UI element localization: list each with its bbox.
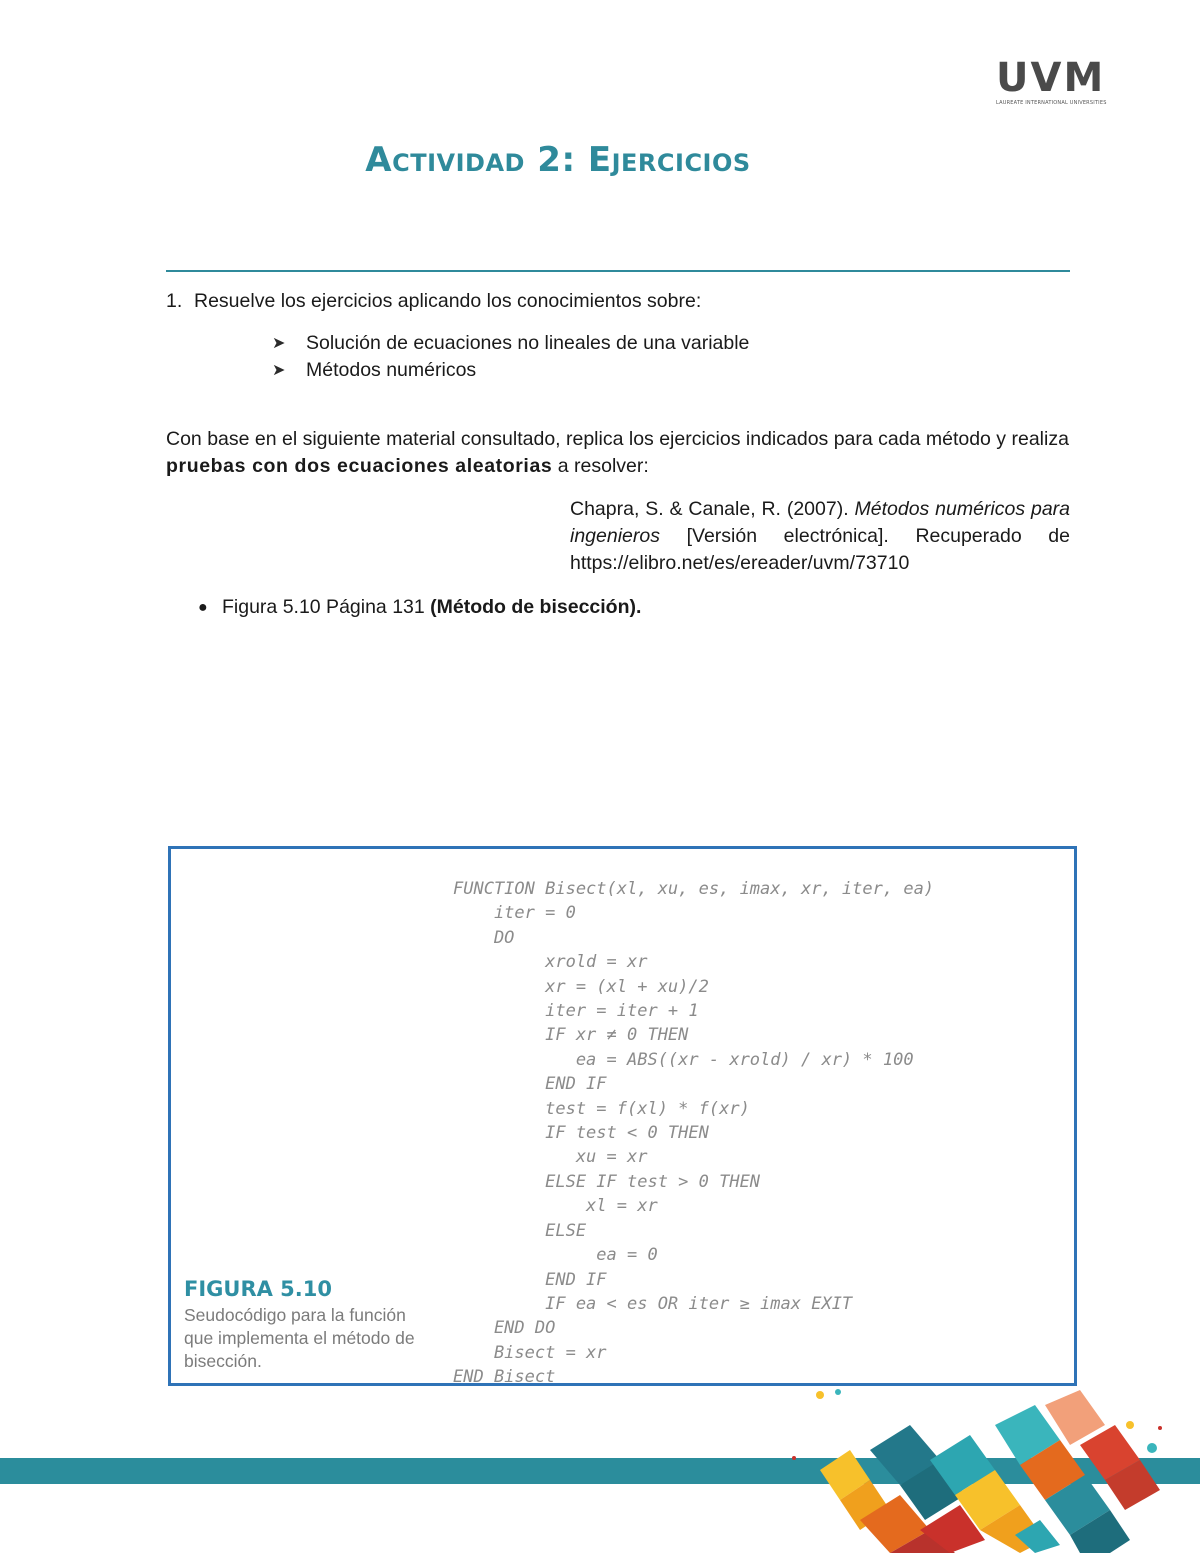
figure-5-10-box <box>168 846 1077 1386</box>
figure-caption: Seudocódigo para la función que implementa el método de bisección. <box>184 1305 415 1371</box>
code-line: ea = 0 <box>453 1245 658 1266</box>
decorative-cubes <box>780 1370 1200 1553</box>
code-line: DO <box>453 927 515 948</box>
arrow-bullet-icon: ➤ <box>272 362 286 379</box>
instructions-tail: a resolver: <box>552 455 649 477</box>
figure-item-method: (Método de bisección). <box>430 596 642 618</box>
code-line: FUNCTION Bisect(xl, xu, es, imax, xr, iter, ea) <box>453 879 935 899</box>
code-line: IF ea < es OR iter ≥ imax EXIT <box>453 1293 853 1314</box>
topic-list <box>272 330 749 384</box>
figure-label-block <box>184 1277 424 1373</box>
arrow-bullet-icon: ➤ <box>272 335 286 352</box>
reference-details: [Versión electrónica]. Recuperado de https://elibro.net/es/ereader/uvm/73710 <box>570 525 1070 574</box>
code-line: END Bisect <box>453 1367 556 1386</box>
instructions-paragraph <box>166 426 1076 480</box>
question-number: 1. <box>166 290 183 312</box>
logo-wordmark: UVM <box>996 55 1106 101</box>
instructions-emphasis: pruebas con dos ecuaciones aleatorias <box>166 455 553 477</box>
code-line: xr = (xl + xu)/2 <box>453 976 709 997</box>
code-line: END IF <box>453 1269 607 1290</box>
question-text: Resuelve los ejercicios aplicando los conocimientos sobre: <box>194 290 702 312</box>
uvm-logo <box>996 55 1122 106</box>
page-title: Actividad 2: Ejercicios <box>365 140 751 180</box>
instructions-text: Con base en el siguiente material consultado, replica los ejercicios indicados para cada método y realiza <box>166 428 1069 450</box>
reference-authors: Chapra, S. & Canale, R. (2007). <box>570 498 855 520</box>
bullet-icon: ● <box>198 599 208 616</box>
figure-list-item <box>198 594 641 621</box>
logo-tagline: LAUREATE INTERNATIONAL UNIVERSITIES <box>996 100 1107 106</box>
list-item <box>272 357 749 384</box>
code-line: ELSE <box>453 1220 587 1241</box>
figure-label: FIGURA 5.10 <box>184 1277 332 1301</box>
code-line: END DO <box>453 1318 556 1339</box>
code-line: IF test < 0 THEN <box>453 1123 709 1144</box>
code-line: ea = ABS((xr - xrold) / xr) * 100 <box>453 1049 914 1070</box>
code-line: test = f(xl) * f(xr) <box>453 1098 750 1119</box>
code-line: iter = 0 <box>453 903 576 924</box>
code-line: END IF <box>453 1074 607 1095</box>
code-line: Bisect = xr <box>453 1342 607 1363</box>
topic-label: Métodos numéricos <box>306 359 477 381</box>
code-line: iter = iter + 1 <box>453 1001 699 1022</box>
reference-citation <box>570 496 1070 577</box>
code-line: IF xr ≠ 0 THEN <box>453 1025 689 1046</box>
reference-title: Métodos numéricos para ingenieros <box>570 498 1070 547</box>
code-line: xl = xr <box>453 1196 658 1217</box>
code-line: ELSE IF test > 0 THEN <box>453 1171 761 1192</box>
question-1 <box>166 288 701 315</box>
pseudocode-block <box>453 877 934 1386</box>
list-item <box>272 330 749 357</box>
figure-item-text: Figura 5.10 Página 131 <box>222 596 431 618</box>
topic-label: Solución de ecuaciones no lineales de una variable <box>306 332 750 354</box>
code-line: xrold = xr <box>453 952 648 973</box>
title-divider <box>166 270 1070 272</box>
code-line: xu = xr <box>453 1147 648 1168</box>
